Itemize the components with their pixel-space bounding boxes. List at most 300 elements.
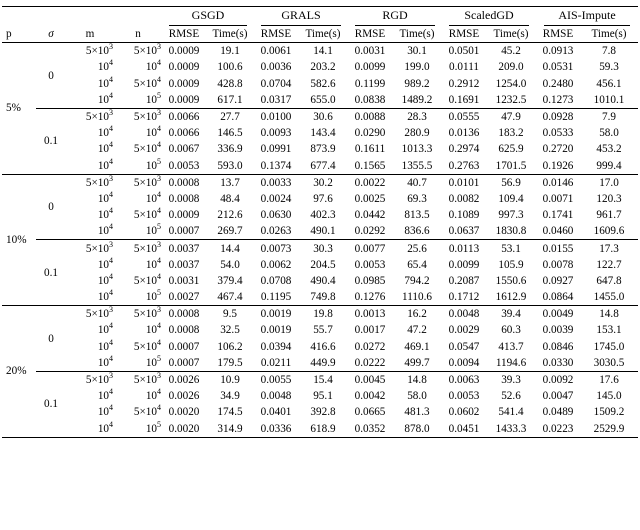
time-value: 456.1 [596,77,622,90]
time-value: 1194.6 [495,356,527,369]
m-value: $10^4$ [66,421,114,438]
time-value: 1355.5 [401,159,433,172]
rmse-value: 0.0033 [254,174,298,191]
rmse-value: 0.0007 [168,340,200,353]
rmse-value: 0.0067 [168,143,200,156]
table-row [2,421,638,438]
time-value: 269.7 [217,225,243,238]
m-value: $10^4$ [97,337,113,353]
table-row [2,355,638,372]
time-value: 58.0 [599,127,619,140]
time-value: 14.1 [313,45,333,58]
time-value: 379.4 [217,274,243,287]
time-header: Time(s) [486,26,536,43]
rmse-value: 0.0026 [168,390,200,403]
rmse-value: 0.0007 [168,356,200,369]
time-value: 14.8 [580,306,638,323]
time-value: 499.7 [404,356,430,369]
method-header: ScaledGD [442,7,536,27]
rmse-value: 0.0022 [348,174,392,191]
time-value: 39.3 [486,371,536,388]
n-value: $5\times 10^4$ [133,403,161,419]
time-value: 416.6 [310,340,336,353]
p-value: 5% [6,102,21,115]
time-value: 2529.9 [580,421,638,438]
table-row [2,273,638,289]
rmse-value: 0.0009 [168,209,200,222]
rmse-value: 0.0352 [348,421,392,438]
rmse-header: RMSE [254,26,298,43]
rmse-value: 0.0039 [542,324,574,337]
time-value: 14.4 [206,240,254,257]
time-value: 7.9 [580,108,638,125]
time-value: 203.2 [310,61,336,74]
n-value: $10^5$ [145,353,161,369]
rmse-value: 0.0099 [354,61,386,74]
p-header: p [2,26,36,43]
n-value: $5\times 10^3$ [114,306,162,323]
rmse-value: 0.0092 [536,371,580,388]
rmse-value: 0.0045 [348,371,392,388]
rmse-value: 0.2974 [448,143,480,156]
time-value: 402.3 [310,209,336,222]
time-value: 30.6 [298,108,348,125]
time-value: 1550.6 [495,274,527,287]
time-value: 30.1 [407,45,427,58]
rmse-value: 0.0101 [442,174,486,191]
time-value: 836.6 [404,225,430,238]
rmse-value: 0.0020 [168,406,200,419]
time-value: 106.2 [217,340,243,353]
time-value: 120.3 [596,192,622,205]
n-value: $5\times 10^3$ [114,108,162,125]
time-value: 143.4 [310,127,336,140]
time-value: 997.3 [498,209,524,222]
time-value: 469.1 [404,340,430,353]
time-value: 97.6 [313,192,333,205]
rmse-value: 0.0555 [442,108,486,125]
rmse-value: 0.1565 [354,159,386,172]
rmse-value: 0.0077 [348,240,392,257]
rmse-value: 0.0078 [542,258,574,271]
p-value: 20% [2,306,36,438]
n-value: $10^5$ [114,421,162,438]
time-value: 15.4 [298,371,348,388]
time-value: 32.5 [220,324,240,337]
sigma-value: 0 [48,69,54,82]
time-value: 65.4 [407,258,427,271]
time-value: 14.8 [392,371,442,388]
time-value: 109.4 [498,192,524,205]
rmse-value: 0.0222 [354,356,386,369]
time-value: 16.2 [392,306,442,323]
time-value: 481.3 [404,406,430,419]
time-value: 1232.5 [495,93,527,106]
rmse-value: 0.0037 [162,240,206,257]
time-value: 122.7 [596,258,622,271]
time-value: 17.3 [580,240,638,257]
rmse-value: 0.0223 [536,421,580,438]
rmse-value: 0.0009 [168,45,200,58]
rmse-value: 0.1926 [542,159,574,172]
time-value: 60.3 [501,324,521,337]
time-value: 183.2 [498,127,524,140]
time-value: 212.6 [217,209,243,222]
n-value: $10^5$ [145,90,161,106]
table-row [2,388,638,404]
table-row [2,322,638,338]
time-header: Time(s) [392,26,442,43]
time-value: 105.9 [498,258,524,271]
rmse-value: 0.0547 [448,340,480,353]
time-value: 449.9 [310,356,336,369]
rmse-value: 0.0082 [448,192,480,205]
n-value: $10^4$ [145,255,161,271]
rmse-value: 0.1276 [354,291,386,304]
rmse-value: 0.1611 [354,143,386,156]
rmse-value: 0.1741 [542,209,574,222]
rmse-value: 0.0451 [442,421,486,438]
table-row [2,108,638,125]
n-value: $10^4$ [145,124,161,140]
time-value: 392.8 [310,406,336,419]
n-value: $5\times 10^3$ [133,42,161,58]
m-header: m [66,26,114,43]
m-value: $5\times 10^3$ [66,174,114,191]
rmse-value: 0.0066 [162,108,206,125]
rmse-value: 0.0024 [260,192,292,205]
m-value: $10^4$ [97,156,113,172]
n-value: $5\times 10^3$ [114,174,162,191]
rmse-value: 0.0008 [168,324,200,337]
m-value: $10^4$ [97,74,113,90]
time-value: 47.2 [407,324,427,337]
time-value: 52.6 [501,390,521,403]
table-row [2,125,638,141]
time-value: 647.8 [596,274,622,287]
rmse-value: 0.0073 [254,240,298,257]
rmse-value: 0.0047 [542,390,574,403]
time-value: 617.1 [217,93,243,106]
time-value: 1110.6 [402,291,432,304]
table-row [2,257,638,273]
n-value: $10^5$ [145,222,161,238]
sigma-value: 0.1 [36,240,66,306]
m-value: $10^4$ [97,288,113,304]
time-value: 1010.1 [593,93,625,106]
time-value: 55.7 [313,324,333,337]
rmse-value: 0.0290 [354,127,386,140]
method-header: AIS-Impute [536,7,638,27]
rmse-value: 0.0061 [260,45,292,58]
rmse-value: 0.0637 [448,225,480,238]
method-header: GRALS [254,7,348,27]
table-row [2,404,638,420]
time-value: 1509.2 [593,406,625,419]
time-value: 1609.6 [593,225,625,238]
rmse-value: 0.0009 [168,61,200,74]
time-value: 27.7 [206,108,254,125]
time-value: 54.0 [220,258,240,271]
time-value: 541.4 [498,406,524,419]
rmse-value: 0.0263 [260,225,292,238]
rmse-value: 0.0100 [254,108,298,125]
m-value: $5\times 10^3$ [66,240,114,257]
m-value: $5\times 10^3$ [66,306,114,323]
rmse-value: 0.0042 [354,390,386,403]
time-value: 1745.0 [593,340,625,353]
rmse-value: 0.0336 [254,421,298,438]
rmse-value: 0.0708 [260,274,292,287]
rmse-value: 0.0093 [260,127,292,140]
time-value: 3030.5 [593,356,625,369]
rmse-value: 0.0053 [168,159,200,172]
time-value: 1013.3 [401,143,433,156]
rmse-header: RMSE [162,26,206,43]
rmse-value: 0.0019 [254,306,298,323]
rmse-value: 0.0292 [354,225,386,238]
rmse-value: 0.0025 [354,192,386,205]
rmse-header: RMSE [348,26,392,43]
time-value: 10.9 [206,371,254,388]
rmse-value: 0.0272 [354,340,386,353]
time-value: 490.4 [310,274,336,287]
rmse-value: 0.0846 [542,340,574,353]
rmse-value: 0.0009 [168,77,200,90]
table-row [2,76,638,92]
n-value: $10^4$ [145,387,161,403]
rmse-value: 0.0055 [254,371,298,388]
rmse-value: 0.0063 [442,371,486,388]
time-value: 655.0 [310,93,336,106]
n-value: $5\times 10^3$ [114,371,162,388]
time-value: 56.9 [486,174,536,191]
time-value: 1455.0 [593,291,625,304]
time-value: 7.8 [602,45,616,58]
time-value: 989.2 [404,77,430,90]
rmse-value: 0.0008 [162,306,206,323]
rmse-value: 0.0048 [260,390,292,403]
time-value: 47.9 [486,108,536,125]
m-value: $5\times 10^3$ [85,42,113,58]
rmse-value: 0.0501 [448,45,480,58]
rmse-value: 0.0094 [448,356,480,369]
results-table [2,6,638,438]
time-value: 39.4 [486,306,536,323]
method-header: RGD [348,7,442,27]
time-value: 100.6 [217,61,243,74]
time-value: 28.3 [392,108,442,125]
rmse-value: 0.1199 [354,77,386,90]
column-header-row [2,26,638,43]
time-value: 45.2 [501,45,521,58]
rmse-value: 0.0036 [260,61,292,74]
rmse-value: 0.0985 [354,274,386,287]
rmse-value: 0.0531 [542,61,574,74]
time-value: 467.4 [217,291,243,304]
m-value: $10^4$ [97,353,113,369]
n-value: $5\times 10^3$ [114,240,162,257]
time-value: 314.9 [206,421,254,438]
rmse-value: 0.2912 [448,77,480,90]
time-value: 179.5 [217,356,243,369]
table-row [2,306,638,323]
rmse-value: 0.0665 [354,406,386,419]
time-value: 13.7 [206,174,254,191]
p-value: 10% [2,174,36,306]
table-row [2,158,638,175]
rmse-value: 0.0136 [448,127,480,140]
time-value: 453.2 [596,143,622,156]
rmse-header: RMSE [536,26,580,43]
time-value: 48.4 [220,192,240,205]
n-value: $10^4$ [145,58,161,74]
m-value: $10^4$ [97,321,113,337]
sigma-value: 0 [36,174,66,240]
rmse-value: 0.0013 [348,306,392,323]
time-value: 153.1 [596,324,622,337]
rmse-value: 0.0071 [542,192,574,205]
rmse-value: 0.2087 [448,274,480,287]
rmse-value: 0.1195 [260,291,292,304]
n-value: $5\times 10^4$ [133,140,161,156]
m-value: $5\times 10^3$ [66,108,114,125]
time-header: Time(s) [298,26,348,43]
rmse-value: 0.0113 [442,240,486,257]
time-value: 813.5 [404,209,430,222]
rmse-value: 0.1374 [260,159,292,172]
time-value: 878.0 [392,421,442,438]
m-value: $10^4$ [97,271,113,287]
rmse-value: 0.0330 [542,356,574,369]
time-value: 625.9 [498,143,524,156]
table-row [2,174,638,191]
n-value: $10^5$ [145,156,161,172]
m-value: $10^4$ [97,403,113,419]
time-value: 30.3 [298,240,348,257]
n-value: $5\times 10^4$ [133,271,161,287]
time-value: 59.3 [599,61,619,74]
rmse-value: 0.0017 [354,324,386,337]
time-value: 582.6 [310,77,336,90]
rmse-value: 0.0009 [168,93,200,106]
rmse-value: 0.0927 [542,274,574,287]
table-row [2,223,638,240]
time-value: 413.7 [498,340,524,353]
table-row [2,59,638,75]
rmse-value: 0.0394 [260,340,292,353]
time-value: 428.8 [217,77,243,90]
time-value: 336.9 [217,143,243,156]
rmse-value: 0.2480 [542,77,574,90]
time-value: 30.2 [298,174,348,191]
m-value: $10^4$ [97,58,113,74]
time-value: 9.5 [206,306,254,323]
rmse-value: 0.0029 [448,324,480,337]
rmse-value: 0.0533 [542,127,574,140]
time-value: 280.9 [404,127,430,140]
time-value: 40.7 [392,174,442,191]
rmse-value: 0.0026 [162,371,206,388]
n-value: $5\times 10^4$ [133,74,161,90]
time-value: 58.0 [407,390,427,403]
time-value: 34.9 [220,390,240,403]
table-row [2,371,638,388]
rmse-value: 0.0048 [442,306,486,323]
m-value: $5\times 10^3$ [66,371,114,388]
rmse-value: 0.0442 [354,209,386,222]
rmse-value: 0.0053 [354,258,386,271]
rmse-value: 0.2720 [542,143,574,156]
time-header: Time(s) [206,26,254,43]
m-value: $10^4$ [97,206,113,222]
n-value: $10^4$ [145,321,161,337]
n-value: $5\times 10^4$ [133,206,161,222]
time-value: 794.2 [404,274,430,287]
time-value: 873.9 [310,143,336,156]
rmse-value: 0.0062 [260,258,292,271]
rmse-value: 0.0031 [354,45,386,58]
m-value: $10^4$ [97,140,113,156]
time-value: 146.5 [217,127,243,140]
rmse-value: 0.0007 [168,225,200,238]
rmse-value: 0.0864 [542,291,574,304]
time-value: 53.1 [486,240,536,257]
table-row [2,141,638,157]
table-row [2,289,638,306]
rmse-value: 0.0991 [260,143,292,156]
time-value: 19.1 [220,45,240,58]
time-value: 1830.8 [495,225,527,238]
table-row [2,240,638,257]
n-value: $10^5$ [145,288,161,304]
rmse-value: 0.0019 [260,324,292,337]
rmse-header: RMSE [442,26,486,43]
rmse-value: 0.1712 [448,291,480,304]
time-value: 25.6 [392,240,442,257]
rmse-value: 0.0099 [448,258,480,271]
rmse-value: 0.0489 [542,406,574,419]
rmse-value: 0.0838 [354,93,386,106]
rmse-value: 0.0111 [449,61,479,74]
time-value: 490.1 [310,225,336,238]
time-value: 199.0 [404,61,430,74]
rmse-value: 0.0008 [168,192,200,205]
rmse-value: 0.0049 [536,306,580,323]
time-value: 174.5 [217,406,243,419]
time-value: 1612.9 [495,291,527,304]
rmse-value: 0.1273 [542,93,574,106]
time-value: 1254.0 [495,77,527,90]
time-value: 17.6 [580,371,638,388]
m-value: $10^4$ [97,387,113,403]
time-value: 69.3 [407,192,427,205]
m-value: $10^4$ [97,124,113,140]
header-spacer [2,7,162,27]
table-row [2,92,638,109]
rmse-value: 0.0211 [260,356,292,369]
rmse-value: 0.0066 [168,127,200,140]
sigma-header: σ [36,26,66,43]
method-header: GSGD [162,7,254,27]
time-value: 204.5 [310,258,336,271]
table-row [2,339,638,355]
time-value: 19.8 [298,306,348,323]
m-value: $10^4$ [97,222,113,238]
m-value: $10^4$ [97,189,113,205]
rmse-value: 0.2763 [448,159,480,172]
rmse-value: 0.0630 [260,209,292,222]
